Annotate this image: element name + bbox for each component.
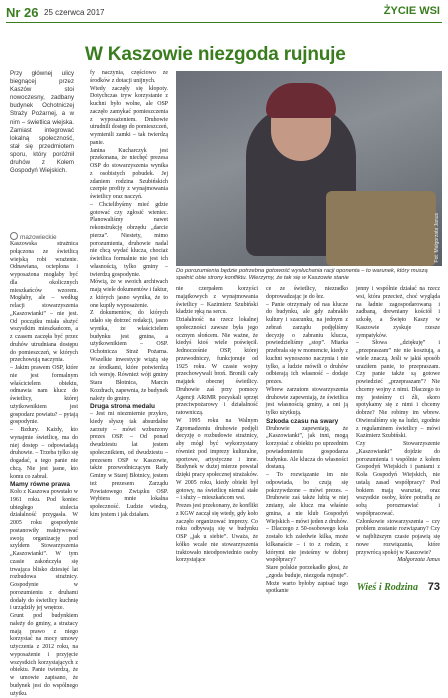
photo-table — [326, 191, 436, 266]
issue-number: Nr 26 — [6, 5, 39, 20]
paragraph: Z dokumentów, do których udało się dotrzeć redakcji, jasno wynika, że właścicielem budynku jest gmina, a użytkownikiem – OSP. Ochotnicza Straż Pożarna. Wszelkie inwestycje wiążą się ze środkami, które potwierdzą ich wersję. Również wójt gminy Stara Błotnica, Marcin Kozdrach, zapewnia, że budynek należy do gminy. — [90, 310, 169, 402]
paragraph: Grunt pod budynkiem należy do gminy, a strażacy mają prawo z niego korzystać na mocy umowy użyczenia z 2012 roku, na wyposażenie i przyjęcie wszystkich korzystających z obiektu. Panie twierdzą, że w umowie zapisano, że budynek jest do wspólnego użytku. — [10, 613, 78, 697]
paragraph: – Jest mi niezmiernie przykro, kiedy słyszę tak absurdalne zarzuty – mówi wzburzony prezes OSP. – Od ponad dwudziestu lat jestem społecznikiem, od dwudziestu – prezesem OSP w Kaszowie, także przewodniczącym Rady Gminy w Starej Błotnicy, jestem też prezesem Zarządu Powiatowego Związku OSP. Wybiera mnie lokalna społeczność. Ludzie wiedzą, kim jestem i jak działam. — [90, 411, 168, 518]
paragraph: Wtedy zaczęły się kłopoty. Dotychczas tryw korzystanie z kuchni było wolne, ale OSP zaczęło zamykać pomieszczenia z wyposażeniem. Druhowie utrudnili dostęp do pomieszczeń, wymienili zamki – tak twierdzą panie. — [90, 85, 168, 146]
paragraph: Prezes jest przekonany, że konflikt z KGW zaczął się wtedy, gdy koło zaczęło organizować imprezy. Co roku odbywają się w budynku OSP „jak u siebie”. Uważa, że kółko wcale nie stowarzyszenia traktowało nieodpowiednio osoby korzystające — [176, 503, 258, 564]
section-title: ŻYCIE WSI — [383, 5, 440, 17]
paragraph: Koło z Kaszowa powstało w 1961 roku. Pod koniec ubiegłego stulecia działalność przygasła. W 2005 roku gospodynie postanowiły reaktywować swoją organizację pod szyldem Stowarzyszenia „Kaszowianki”. W tym czasie zakończyła się trwająca blisko dziesięć lat rozbudowa strażnicy. Gospodynie w porozumieniu z druhami dodały do świetlicy kuchnię i urządziły jej wnętrze. — [10, 489, 78, 612]
article-headline: W Kaszowie niezgoda rujnuje — [85, 44, 346, 65]
paragraph: – Słowa „dziękuję” i „przepraszam” nie nie kosztują, a wiele znaczą. Jeśli w jakiś sposób uraziłem panie, to przepraszam. Czy panie także są gotowe powiedzieć „przepraszam”? Nie chcemy wojny z nimi. Dlaczego to my jesteśmy ci źli, skoro spotykamy się z nimi i chcemy dobrze? Nie robimy im wbrew. Otwieraliśmy się na ludzi, zgodnie z regulaminem świetlicy – mówi Kazimierz Szubiński. — [356, 340, 440, 440]
location-label: mazowieckie — [20, 234, 57, 241]
section-subhead: Mamy równe prawa — [10, 481, 70, 489]
article-column-2 — [90, 70, 168, 520]
header-rule — [6, 22, 442, 23]
paragraph: Stare polskie porzekadło głosi, że „zgoda buduje, niezgoda rujnuje”. Może warto byłoby zapisać tego spotkanie — [266, 565, 348, 595]
paragraph: ce ze świetlicy, niezradko doprowadzając je do łez. — [266, 286, 348, 300]
paragraph: fy naczynia, częściowo ze środków z dotacji unijnych. — [90, 70, 168, 84]
paragraph: Członkowie stowarzyszenia – czy problem zostanie rozwiązany? Czy w najbliższym czasie pojawią się nowe rozwiązania, które przywrócą spokój w Kaszowie? — [356, 518, 440, 556]
issue-date: 25 czerwca 2017 — [44, 8, 105, 17]
paragraph: jenny i wspólnie działać na rzecz wsi, która przecież, choć wygląda na ładnie zagospodarowaną i zadbaną, drewniany kościół i szkołę, a Święto Kaszy w Kaszowie zyskuje rzesze sympatyków. — [356, 286, 440, 339]
location-tag — [10, 232, 57, 241]
magazine-brand: Wieś i Rodzina — [356, 582, 418, 593]
article-column-5 — [356, 286, 440, 565]
article-lead: Przy głównej ulicy biegnącej przez Kaszów stoi nowoczesny, zadbany budynek Ochotniczej Straży Pożarnej, a w nim – świetlica wiejska. Zamiast integrować lokalną społeczność, stał się przedmiotem sporu, który poróżnił druhów z Kołem Gospodyń Wiejskich. — [10, 70, 74, 175]
photo-figure-hat — [266, 83, 336, 118]
paragraph: Działalność na rzecz lokalnej społeczności zawsze była jego ocznym słońcem. Nie ważne, że kiedyś ktoś wiele poświęcił. Jednocześnie OSP, której przewodniczy, funkcjonuje od 1925 roku. W czasie wojny przechowywali broń. Bronili cały majątek obecnej świetlicy. Druhowie zaś przy pomocy Agencji ARiMR pozyskali sprzęt przeciwpożarowy i działalność ratowniczą. — [176, 317, 258, 416]
paragraph: – Panie otrzymały od nas klucze do budynku, ale gdy zabrakło kultury i szacunku, na jednym z zebrań zarządu podjęliśmy decyzję o zabraniu klucza, powiedzieliśmy „stop”. Miarka przebrała się w momencie, kiedy z kuchni wynoszono naczynia i nie tylko, a ludzie mówili o druhów odbierają ich własność – dodaje prezes. — [266, 301, 348, 385]
paragraph: Czy Stowarzyszenie „Kaszowianki” dojdzie do porozumienia i wspólnie z kołem Gospodyń Wiejskich i paniami z Koła Gospodyń Wiejskich, nie ustalą zasad współpracy? Pod bokiem mają warsztat, oraz wszystkie osoby, które potrafią ze sobą porozmawiać i współpracować. — [356, 441, 440, 517]
paragraph: Kaszowska strażnica połączona ze świetlicą wiejską robi wrażenie. Odnawiana, ocieplona i wyposażona mogłaby być dla okolicznych mieszkańców wzorem. Mogłaby, ale – według relacji stowarzyszenia „Kaszowianki” – nie jest. Od początku miała służyć wszystkim mieszkańcom, a z czasem zaczęła być przez druhów utrudniana dostępu do pomieszczeń, w których przechowują naczynia. — [10, 241, 78, 364]
article-author: Małgorzata Janus — [397, 557, 440, 564]
page-header — [0, 0, 448, 24]
paragraph: nie czerpałem korzyści majątkowych z wynajmowania świetlicy – Kazimierz Szubiński kładzie ręką na sercu. — [176, 286, 258, 316]
paragraph: – Bzdury. Każdy, kto wynajmie świetlicę, ma do niej dostęp – odpowiadają druhowie. – Trzeba tylko się dogadać, a tego panie nie chcą. Nie jest jasne, kto komu co zabrał. — [10, 427, 78, 480]
article-column-3 — [176, 286, 258, 565]
photo-credit: Fot. Małgorzata Janus — [434, 212, 440, 262]
paragraph: – Chcielibyśmy mieć gdzie gotować czy zgłosić wieniec. Planowaliśmy nawet rekonstrukcję obrzędu „darcie pierza”. Niestety, mimo porozumienia, druhowie nadal nie chcą wydać klucza, chociaż świetlica formalnie nie jest ich własnością, tylko gminy – twierdzą gospodynie. — [90, 201, 168, 278]
article-column-1 — [10, 241, 78, 698]
paragraph: – To rozwiązanie im nie odpowiada, bo czują się pokrzywdzone – mówi prezes. – Druhowie zaś także lubią w niej zmiany, ale klucz ma właśnie gmina, a nie klub Gospodyń Wiejskich – mówi jeden z druhów. – Dlaczego z 50-osobowego koła zostało ich zaledwie kilka, może kilkanaście – i to z rodzin, z którymi nie jesteśmy w dobrej współpracy? — [266, 472, 348, 564]
section-subhead: Druga strona medalu — [90, 403, 156, 411]
paragraph: Druhowie zapewniają, że „Kaszowianki”, jak inni, mogą korzystać z obiektu po uprzednim powiadomieniu gospodarza budynku. Ale klucza do własności dostaną. — [266, 425, 348, 471]
paragraph: – Jakim prawem OSP, które nie jest formalnym właścicielem obiektu, odmawia nam klucz do świetlicy, której użytkownikiem jest gospodarz powiatu? – pytają gospodynie. — [10, 365, 78, 426]
photo-caption: Do porozumienia będzie potrzebna gotowość wysłuchania racji oponenta – to warunek, który muszą spełnić obie strony konfliktu. Wierzymy, że tak się w Kaszowie stanie — [176, 268, 428, 281]
paragraph: Wbrew zarzutom stowarzyszenia druhowie zapewniają, że świetlica jest własnością gminy, a oni ją tylko użytkują. — [266, 386, 348, 416]
paragraph: Mówią, że w swoich archiwach mają wiele dokumentów i faktur, z których jasno wynika, że to one kupiły wyposażenie. — [90, 279, 168, 309]
paragraph: W 1995 roku na Walnym Zgromadzeniu druhowie podjęli decyzję o rozbudowie strażnicy, aby mógł być wykorzystany również pod imprezy kulturalne, sportowe, artystyczne i inne. Budynek w dużej mierze powstał dzięki pracy społecznej strażaków. W 2005 roku, kiedy obiekt był gotowy, na świetlicę niemal stałe – i służy – mieszkańcom wsi. — [176, 417, 258, 502]
page-number: 73 — [427, 581, 440, 593]
location-pin-icon — [10, 232, 18, 240]
article-column-4 — [266, 286, 348, 596]
article-photo — [176, 71, 442, 266]
paragraph: Janina Kucharczyk jest przekonana, że niechęć prezesa OSP do stowarzyszenia wynika z osobistych pobudek. Jej zdaniem rodzina Szubińskich czerpie profity z wynajmowania świetlicy oraz naczyń. — [90, 147, 168, 200]
section-subhead: Szkoda czasu na swary — [266, 417, 339, 425]
